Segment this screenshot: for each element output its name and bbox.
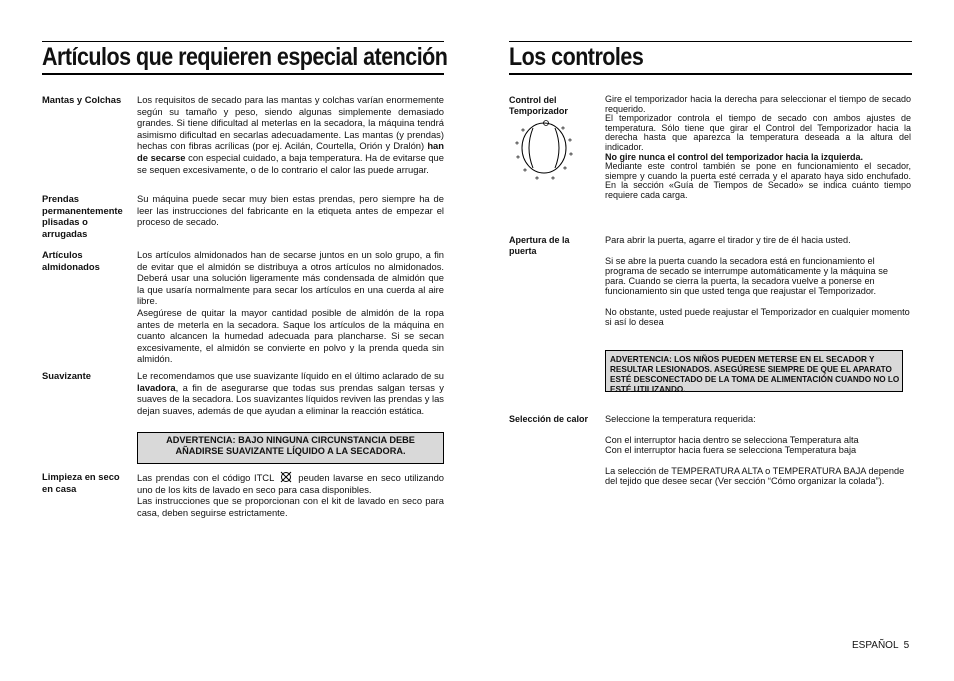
right-page-title: Los controles: [509, 43, 644, 71]
left-page-title: Artículos que requieren especial atención: [42, 43, 448, 71]
section-label: Artículos almidonados: [42, 249, 100, 272]
timer-dial-icon: [513, 114, 579, 180]
section-text: Gire el temporizador hacia la derecha para seleccionar el tiempo de secado requerido. El temporizador controla el tiempo de secado con ambos ajustes de temperatura. Sólo tiene que girar el Control del Temporizador hacia la derecha hasta que aparezca la temperatura deseada a la altura del indicador. No gire nunca el control del temporizador hacia la izquierda. Mediante este control también se pone en funcionamiento el secador, siempre y cuando la puerta esté cerrada y el aparato haya sido enchufado. En la sección «Guía de Tiempos de Secado» se indica cuánto tiempo requiere cada carga.: [605, 94, 911, 200]
section-label: Selección de calor: [509, 414, 589, 424]
right-title-bottom-rule: [509, 73, 912, 75]
right-column: [509, 0, 912, 681]
section-text: Las prendas con el código ITCL peuden lavarse en seco utilizando uno de los kits de lavado en seco para casa disponibles. Las instrucciones que se proporcionan con el kit de lavado en seco para casa, deben seguirse estrictamente.: [137, 472, 444, 518]
left-title-bottom-rule: [42, 73, 444, 75]
section-text: Los requisitos de secado para las mantas y colchas varían enormemente según su tamaño y peso, siendo algunas simplemente demasiado grandes. Si tiene dificultad al meterlas en la secadora, la máquina tendrá asimismo dificultad en secarlas adecuadamente. Las mantas (y prendas) hechas con fibras acrílicas (por ej. Acilán, Courtella, Orión y Dralón) han de secarse con especial cuidado, a baja temperatura. Ha de evitarse que se sequen excesivamente, o de lo contrario el calor las puede arrugar.: [137, 94, 444, 175]
section-label: Control del Temporizador: [509, 95, 568, 116]
softener-warning-box: ADVERTENCIA: BAJO NINGUNA CIRCUNSTANCIA DEBE AÑADIRSE SUAVIZANTE LÍQUIDO A LA SECADORA.: [137, 432, 444, 464]
section-label: Limpieza en seco en casa: [42, 471, 120, 494]
dry-clean-crossed-icon: [280, 471, 292, 483]
section-text: Seleccione la temperatura requerida: Con el interruptor hacia dentro se selecciona Temperatura alta Con el interruptor hacia fuera se selecciona Temperatura baja La selección de TEMPERATURA ALTA o TEMPERATURA BAJA depende del tejido que desee secar (Ver sección “Cómo organizar la colada”).: [605, 414, 905, 486]
section-text: Su máquina puede secar muy bien estas prendas, pero siempre ha de leer las instrucciones del fabricante en la etiqueta antes de empezar el proceso de secado.: [137, 193, 444, 228]
section-label: Suavizante: [42, 370, 91, 381]
section-text: Le recomendamos que use suavizante líquido en el último aclarado de su lavadora, a fin de asegurarse que todas sus prendas salgan tersas y suaves de la secadora. Los suavizantes líquidos reviven las prendas y las dejan suaves, además de que ayudan a eliminar la reacción estática.: [137, 370, 444, 416]
section-label: Mantas y Colchas: [42, 94, 122, 105]
section-text: Los artículos almidonados han de secarse juntos en un solo grupo, a fin de evitar que el almidón se distribuya a otros artículos no almidonados. Deberá usar una solución ligeramente más condensada de almidón que la que usaría normalmente para secar los artículos en una cuerda al aire libre. Asegúrese de quitar la mayor cantidad posible de almidón de la ropa antes de meterla en la secadora. Saque los artículos de la máquina en cuanto alcancen la humedad adecuada para plancharse. Si se secan excesivamente, el almidón se convierte en polvo y la prenda queda sin almidón.: [137, 249, 444, 365]
section-label: Prendas permanentemente plisadas o arrugadas: [42, 193, 123, 239]
section-label: Apertura de la puerta: [509, 235, 570, 256]
left-column: [42, 0, 448, 681]
children-warning-box: ADVERTENCIA: LOS NIÑOS PUEDEN METERSE EN EL SECADOR Y RESULTAR LESIONADOS. ASEGÚRESE SIEMPRE DE QUE EL APARATO ESTÉ DESCONECTADO DE LA TOMA DE ALIMENTACIÓN CUANDO NO LO ESTÉ UTILIZANDO.: [605, 350, 903, 392]
page-footer: ESPAÑOL 5: [852, 640, 910, 651]
section-text: Para abrir la puerta, agarre el tirador y tire de él hacia usted. Si se abre la puerta cuando la secadora está en funcionamiento el programa de secado se interrumpe automáticamente y la máquina se para. Cuando se cierra la puerta, la secadora vuelve a ponerse en funcionamiento sin que usted tenga que reajustar el Temporizador. No obstante, usted puede reajustar el Temporizador en cualquier momento si así lo desea: [605, 235, 910, 327]
